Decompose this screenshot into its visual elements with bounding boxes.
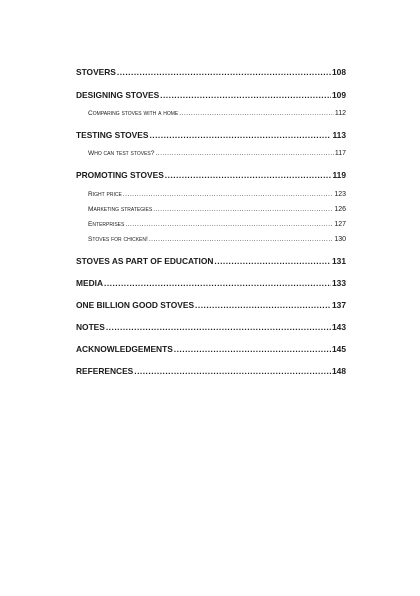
table-of-contents: [76, 67, 346, 377]
toc-entry-title: Comparing stoves with a home: [88, 110, 179, 117]
toc-entry-title: Marketing strategies: [88, 206, 153, 213]
toc-entry-title: ACKNOWLEDGEMENTS: [76, 344, 173, 354]
toc-entry-title: STOVERS: [76, 67, 116, 77]
toc-entry-page: 137: [332, 300, 346, 310]
toc-entry-page: 130: [334, 236, 346, 243]
toc-entry-page: 148: [332, 366, 346, 376]
toc-entry-promoting-stoves[interactable]: [76, 170, 346, 181]
toc-entry-title: REFERENCES: [76, 366, 134, 376]
toc-entry-testing-stoves[interactable]: [76, 130, 346, 141]
toc-entry-page: 109: [332, 90, 346, 100]
toc-entry-enterprises[interactable]: [76, 221, 346, 231]
toc-entry-right-price[interactable]: [76, 191, 346, 201]
toc-entry-media[interactable]: [76, 278, 346, 289]
toc-entry-page: 123: [334, 191, 346, 198]
toc-entry-page: 126: [334, 206, 346, 213]
toc-entry-stoves-for-chicken[interactable]: [76, 236, 346, 246]
toc-entry-page: 133: [332, 278, 346, 288]
toc-entry-title: DESIGNING STOVES: [76, 90, 160, 100]
dot-leader: [104, 278, 331, 288]
dot-leader: [149, 236, 334, 243]
toc-entry-title: PROMOTING STOVES: [76, 170, 164, 180]
toc-entry-title: Enterprises: [88, 221, 125, 228]
toc-entry-title: Right price: [88, 191, 122, 198]
dot-leader: [174, 344, 331, 354]
toc-entry-page: 113: [332, 130, 346, 140]
toc-entry-notes[interactable]: [76, 322, 346, 333]
dot-leader: [195, 300, 331, 310]
toc-entry-who-can-test[interactable]: [76, 150, 346, 160]
toc-entry-page: 145: [332, 344, 346, 354]
dot-leader: [214, 256, 331, 266]
toc-entry-title: Who can test stoves?: [88, 150, 155, 157]
dot-leader: [117, 67, 331, 77]
toc-entry-stovers[interactable]: [76, 67, 346, 78]
toc-entry-page: 119: [332, 170, 346, 180]
toc-entry-acknowledgements[interactable]: [76, 344, 346, 355]
dot-leader: [153, 206, 333, 213]
dot-leader: [165, 170, 332, 180]
toc-entry-title: Stoves for chicken!: [88, 236, 148, 243]
toc-entry-one-billion[interactable]: [76, 300, 346, 311]
toc-entry-title: TESTING STOVES: [76, 130, 149, 140]
dot-leader: [179, 110, 334, 117]
toc-entry-page: 131: [332, 256, 346, 266]
toc-entry-title: NOTES: [76, 322, 105, 332]
toc-entry-page: 108: [332, 67, 346, 77]
dot-leader: [155, 150, 333, 157]
toc-entry-page: 117: [334, 150, 346, 157]
dot-leader: [160, 90, 331, 100]
dot-leader: [134, 366, 331, 376]
toc-entry-title: STOVES AS PART OF EDUCATION: [76, 256, 214, 266]
dot-leader: [125, 221, 333, 228]
toc-entry-page: 112: [334, 110, 346, 117]
toc-entry-comparing-stoves[interactable]: [76, 110, 346, 120]
toc-entry-page: 127: [334, 221, 346, 228]
toc-entry-stoves-education[interactable]: [76, 256, 346, 267]
toc-entry-designing-stoves[interactable]: [76, 90, 346, 101]
toc-entry-page: 143: [332, 322, 346, 332]
toc-entry-title: ONE BILLION GOOD STOVES: [76, 300, 195, 310]
dot-leader: [123, 191, 333, 198]
toc-entry-marketing-strategies[interactable]: [76, 206, 346, 216]
toc-entry-references[interactable]: [76, 366, 346, 377]
dot-leader: [106, 322, 331, 332]
dot-leader: [149, 130, 331, 140]
toc-entry-title: MEDIA: [76, 278, 103, 288]
